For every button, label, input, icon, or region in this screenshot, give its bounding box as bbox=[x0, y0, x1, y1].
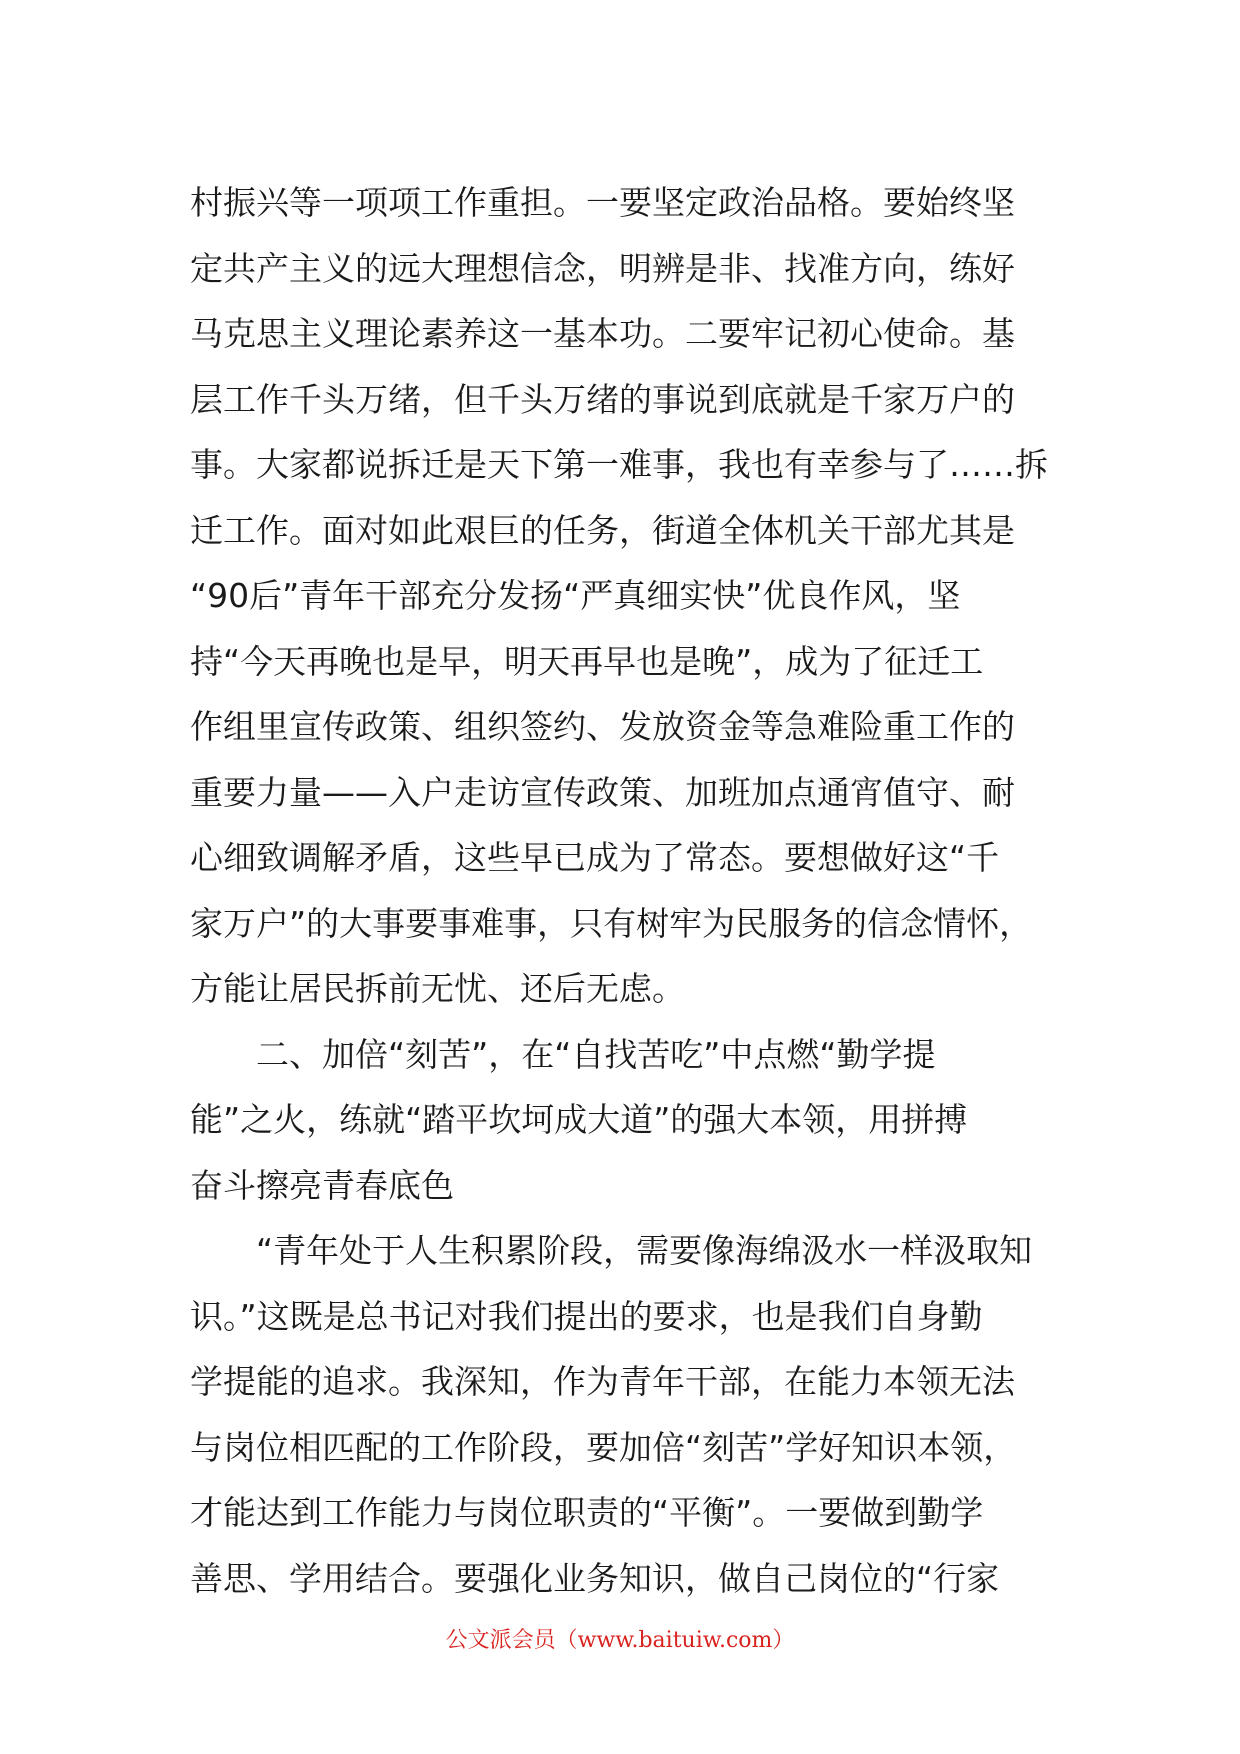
text-line: 心细致调解矛盾，这些早已成为了常态。要想做好这“千 bbox=[190, 838, 1000, 877]
text-line: 村振兴等一项项工作重担。一要坚定政治品格。要始终坚 bbox=[190, 183, 1015, 222]
section-heading-line: 奋斗擦亮青春底色 bbox=[190, 1165, 454, 1205]
text-line: 才能达到工作能力与岗位职责的“平衡”。一要做到勤学 bbox=[190, 1493, 984, 1532]
text-line: 持“今天再晚也是早，明天再早也是晚”，成为了征迁工 bbox=[190, 641, 984, 681]
text-line: “青年处于人生积累阶段，需要像海绵汲水一样汲取知 bbox=[256, 1231, 1033, 1270]
footer-watermark: 公文派会员（www.baituiw.com） bbox=[445, 1628, 795, 1653]
section-heading-line: 二、加倍“刻苦”，在“自找苦吃”中点燃“勤学提 bbox=[256, 1034, 936, 1074]
text-line: 重要力量——入户走访宣传政策、加班加点通宵值守、耐 bbox=[190, 772, 1015, 812]
text-line: 方能让居民拆前无忧、还后无虑。 bbox=[190, 969, 685, 1008]
document-body bbox=[190, 170, 1060, 1611]
text-line: 家万户”的大事要事难事，只有树牢为民服务的信念情怀， bbox=[190, 903, 1033, 943]
text-line: 层工作千头万绪，但千头万绪的事说到底就是千家万户的 bbox=[190, 379, 1015, 419]
text-line: 事。大家都说拆迁是天下第一难事，我也有幸参与了……拆 bbox=[190, 445, 1048, 484]
text-line: 迁工作。面对如此艰巨的任务，街道全体机关干部尤其是 bbox=[190, 510, 1015, 550]
text-line: 作组里宣传政策、组织签约、发放资金等急难险重工作的 bbox=[190, 707, 1015, 746]
text-line: 学提能的追求。我深知，作为青年干部，在能力本领无法 bbox=[190, 1362, 1015, 1401]
text-line: 马克思主义理论素养这一基本功。二要牢记初心使命。基 bbox=[190, 314, 1015, 353]
text-line: 定共产主义的远大理想信念，明辨是非、找准方向，练好 bbox=[190, 248, 1015, 288]
text-line: 识。”这既是总书记对我们提出的要求，也是我们自身勤 bbox=[190, 1296, 983, 1336]
text-line: 善思、学用结合。要强化业务知识，做自己岗位的“行家 bbox=[190, 1558, 1000, 1598]
section-heading-line: 能”之火，练就“踏平坎坷成大道”的强大本领，用拼搏 bbox=[190, 1100, 968, 1139]
text-line: 与岗位相匹配的工作阶段，要加倍“刻苦”学好知识本领， bbox=[190, 1427, 1017, 1467]
text-line: “90后”青年干部充分发扬“严真细实快”优良作风，坚 bbox=[190, 576, 961, 615]
